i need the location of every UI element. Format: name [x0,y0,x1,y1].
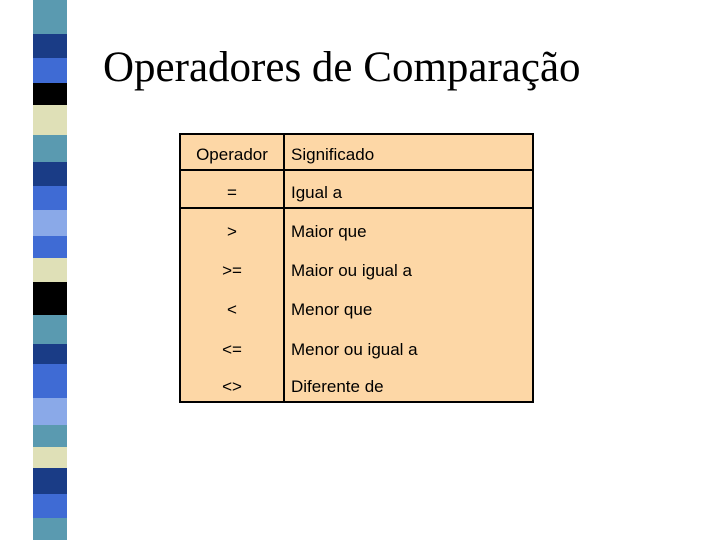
header-significado: Significado [291,145,375,164]
strip-square [33,58,67,83]
operator-cell: >= [222,261,242,280]
strip-square [33,186,67,210]
strip-square [33,162,67,186]
strip-square [33,258,67,282]
operator-cell: > [227,222,237,241]
strip-square [33,83,67,105]
meaning-cell: Menor que [291,300,373,319]
strip-square [33,34,67,58]
column-divider [283,135,285,401]
operator-cell: <> [222,377,242,396]
decorative-square-strip [33,0,67,540]
strip-square [33,105,67,135]
strip-square [33,364,67,398]
operator-cell: <= [222,340,242,359]
meaning-cell: Menor ou igual a [291,340,418,359]
header-operador: Operador [196,145,268,164]
row-divider [181,169,532,171]
strip-square [33,425,67,447]
comparison-operators-table [179,133,534,403]
meaning-cell: Maior ou igual a [291,261,412,280]
strip-square [33,518,67,540]
strip-square [33,494,67,518]
strip-square [33,282,67,315]
operator-cell: < [227,300,237,319]
meaning-cell: Igual a [291,183,343,202]
strip-square [33,135,67,162]
operator-cell: = [227,183,237,202]
strip-square [33,210,67,236]
row-divider [181,207,532,209]
strip-square [33,447,67,468]
meaning-cell: Maior que [291,222,367,241]
strip-square [33,0,67,34]
strip-square [33,315,67,344]
strip-square [33,468,67,494]
meaning-cell: Diferente de [291,377,384,396]
strip-square [33,236,67,258]
strip-square [33,398,67,425]
slide-title: Operadores de Comparação [103,44,581,91]
strip-square [33,344,67,364]
